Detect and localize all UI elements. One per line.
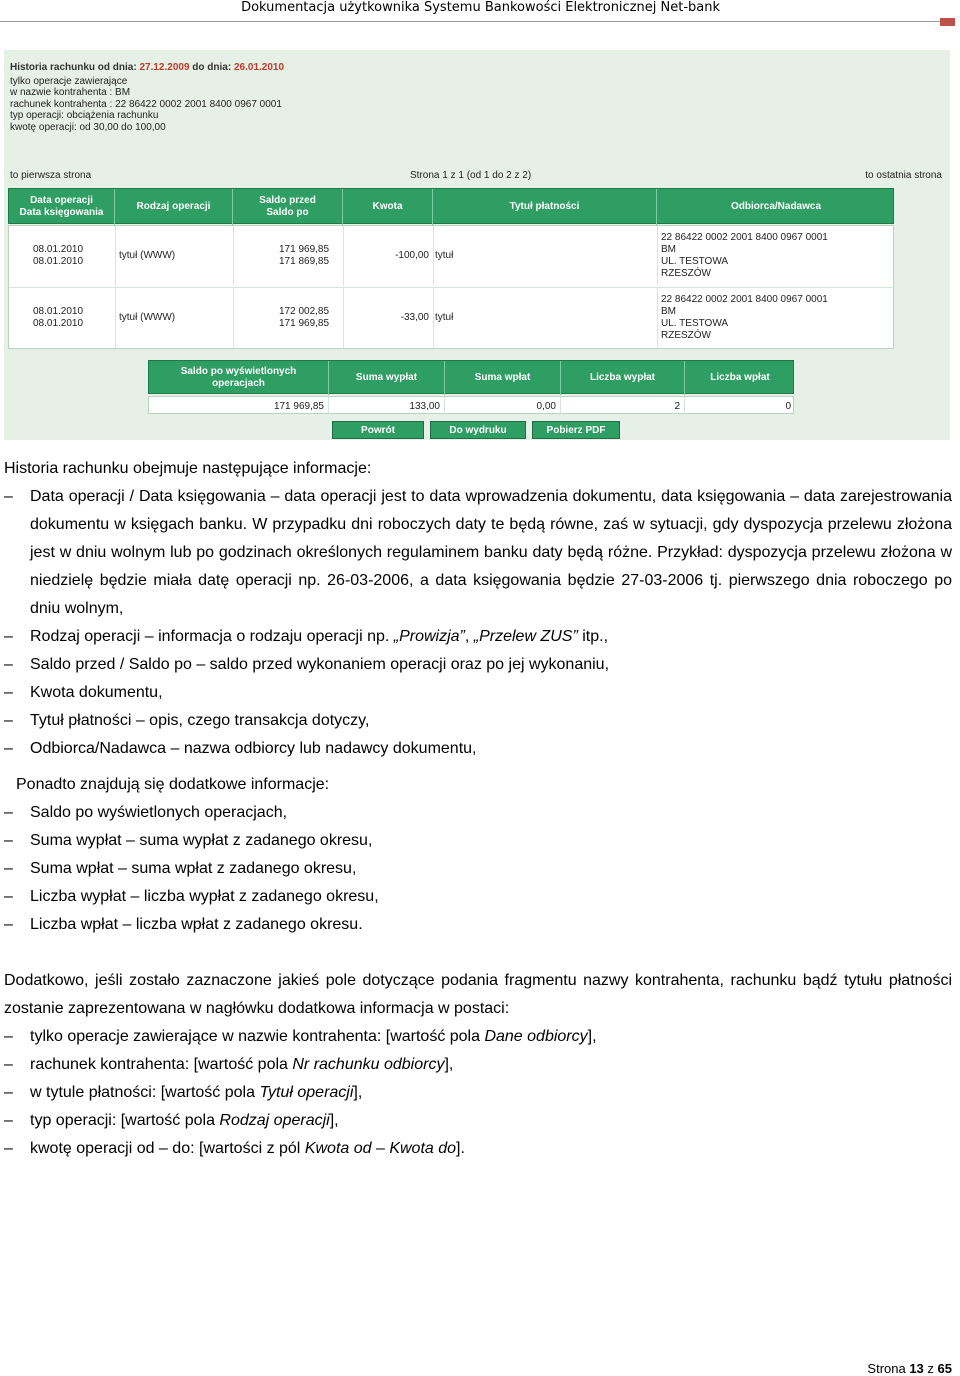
list-item-text: Saldo po wyświetlonych operacjach, bbox=[30, 804, 288, 821]
list-item-text: Liczba wpłat – liczba wpłat z zadanego okresu. bbox=[30, 916, 363, 933]
cell-party bbox=[661, 226, 828, 286]
col-party[interactable]: Odbiorca/Nadawca bbox=[730, 201, 822, 212]
sum-col-saldo: Saldo po wyświetlonych operacjach bbox=[149, 361, 329, 395]
list-item-text: Suma wypłat – suma wypłat z zadanego okresu, bbox=[30, 832, 373, 849]
operation-type: tytuł (WWW) bbox=[119, 312, 176, 323]
example-prowizja: „Prowizja” bbox=[393, 628, 465, 645]
page-info: Strona 1 z 1 (od 1 do 2 z 2) bbox=[410, 170, 532, 181]
field-name: Tytuł operacji bbox=[259, 1084, 354, 1101]
filter-line: rachunek kontrahenta : 22 86422 0002 2001 8400 0967 0001 bbox=[10, 98, 282, 110]
list-item-text: Tytuł płatności – opis, czego transakcja dotyczy, bbox=[30, 712, 370, 729]
table-row[interactable] bbox=[9, 288, 895, 348]
list-item-text: Odbiorca/Nadawca – nazwa odbiorcy lub nadawcy dokumentu, bbox=[30, 740, 477, 757]
list-item: – rachunek kontrahenta: [wartość pola Nr rachunku odbiorcy], bbox=[4, 1056, 454, 1073]
list-item-text: ], bbox=[587, 1028, 597, 1045]
cell-title bbox=[435, 226, 453, 286]
document-title: Dokumentacja użytkownika Systemu Bankowości Elektronicznej Net-bank bbox=[241, 0, 720, 15]
additional-paragraph: Dodatkowo, jeśli zostało zaznaczone jakieś pole dotyczące podania fragmentu nazwy kontrahenta, rachunku bądź tytułu płatności zostanie zaprezentowana w nagłówku dodatkowa informacja w postaci: bbox=[4, 972, 952, 1017]
list-item-text: , bbox=[464, 628, 474, 645]
footer-separator: z bbox=[923, 1361, 938, 1376]
list-item: – w tytule płatności: [wartość pola Tytuł operacji], bbox=[4, 1084, 363, 1101]
history-to: 26.01.2010 bbox=[233, 62, 285, 73]
history-range-label: Historia rachunku od dnia: bbox=[10, 62, 140, 73]
list-item-text: – bbox=[371, 1140, 390, 1157]
col-saldo[interactable]: Saldo przed Saldo po bbox=[233, 189, 343, 225]
col-type[interactable]: Rodzaj operacji bbox=[115, 189, 233, 225]
amount: -100,00 bbox=[395, 250, 429, 261]
page-header bbox=[0, 0, 960, 22]
list-item-text: itp., bbox=[577, 628, 609, 645]
list-item-text: ], bbox=[329, 1112, 339, 1129]
history-range bbox=[10, 62, 284, 74]
cell-title bbox=[435, 288, 453, 348]
col-date[interactable]: Data operacji Data księgowania bbox=[9, 189, 115, 225]
saldo-after: 171 869,85 bbox=[279, 256, 330, 267]
pdf-button[interactable]: Pobierz PDF bbox=[532, 421, 620, 439]
sum-withdrawal-count: 2 bbox=[561, 397, 685, 415]
cell-saldo bbox=[279, 288, 329, 348]
history-screenshot bbox=[4, 50, 950, 440]
example-przelew-zus: „Przelew ZUS” bbox=[473, 628, 578, 645]
list-item-text: ], bbox=[353, 1084, 363, 1101]
list-item-text: Rodzaj operacji – informacja o rodzaju operacji np. bbox=[30, 628, 394, 645]
field-name: Nr rachunku odbiorcy bbox=[292, 1056, 445, 1073]
payment-title: tytuł bbox=[435, 250, 454, 261]
sum-col-deposit-count: Liczba wpłat bbox=[710, 372, 770, 383]
cell-amount bbox=[343, 288, 429, 348]
list-item: – Saldo przed / Saldo po – saldo przed wykonaniem operacji oraz po jej wykonaniu, bbox=[4, 656, 610, 673]
cell-saldo bbox=[279, 226, 329, 286]
body-text bbox=[4, 455, 952, 1163]
list-item-text: rachunek kontrahenta: [wartość pola bbox=[30, 1056, 293, 1073]
field-name: Kwota do bbox=[389, 1140, 457, 1157]
list-item: – tylko operacje zawierające w nazwie kontrahenta: [wartość pola Dane odbiorcy], bbox=[4, 1028, 597, 1045]
cell-type bbox=[119, 226, 175, 286]
history-table-body bbox=[8, 225, 894, 349]
party-account: 22 86422 0002 2001 8400 0967 0001 bbox=[661, 232, 828, 243]
list-item: – Liczba wpłat – liczba wpłat z zadanego okresu. bbox=[4, 916, 363, 933]
list-item-text: Data operacji / Data księgowania – data operacji jest to data wprowadzenia dokumentu, data księgowania – data zarejestrowania dokumentu w księgach banku. W przypadku dni roboczych daty te będą równe, zaś w sytuacji, gdy dyspozycja przelewu złożona jest w dniu wolnym lub po godzinach określonych regulaminem banku daty będą różne. Przykład: dyspozycja przelewu złożona w niedzielę będzie miała datę operacji np. 26-03-2006, a data księgowania będzie 27-03-2006 tj. pierwszego dnia roboczego po dniu wolnym, bbox=[30, 488, 952, 617]
summary-header bbox=[148, 360, 794, 394]
party-account: 22 86422 0002 2001 8400 0967 0001 bbox=[661, 294, 828, 305]
summary-values bbox=[148, 396, 794, 414]
list-item: – Rodzaj operacji – informacja o rodzaju operacji np. „Prowizja”, „Przelew ZUS” itp., bbox=[4, 628, 609, 645]
back-button[interactable]: Powrót bbox=[332, 421, 424, 439]
list-item-text: Saldo przed / Saldo po – saldo przed wykonaniem operacji oraz po jej wykonaniu, bbox=[30, 656, 610, 673]
list-item: – Liczba wypłat – liczba wypłat z zadanego okresu, bbox=[4, 888, 379, 905]
extra-intro: Ponadto znajdują się dodatkowe informacje: bbox=[16, 776, 330, 793]
field-name: Dane odbiorcy bbox=[484, 1028, 588, 1045]
party-city: RZESZÓW bbox=[661, 330, 711, 341]
print-button[interactable]: Do wydruku bbox=[430, 421, 526, 439]
list-item-text: kwotę operacji od – do: [wartości z pól bbox=[30, 1140, 305, 1157]
sum-withdrawals: 133,00 bbox=[329, 397, 445, 415]
amount: -33,00 bbox=[400, 312, 429, 323]
intro-paragraph: Historia rachunku obejmuje następujące informacje: bbox=[4, 460, 372, 477]
page-total: 65 bbox=[937, 1361, 952, 1376]
filter-line: w nazwie kontrahenta : BM bbox=[10, 87, 131, 98]
list-item-text: w tytule płatności: [wartość pola bbox=[30, 1084, 260, 1101]
list-item: – Kwota dokumentu, bbox=[4, 684, 163, 701]
operation-date: 08.01.2010 bbox=[33, 306, 84, 317]
filter-line: typ operacji: obciążenia rachunku bbox=[10, 110, 159, 121]
sum-col-deposits: Suma wpłat bbox=[445, 361, 561, 395]
party-name: BM bbox=[661, 244, 676, 255]
cell-party bbox=[661, 288, 828, 348]
cell-amount bbox=[343, 226, 429, 286]
operation-date: 08.01.2010 bbox=[33, 244, 84, 255]
list-item: – Saldo po wyświetlonych operacjach, bbox=[4, 804, 288, 821]
header-accent bbox=[940, 18, 955, 26]
history-from: 27.12.2009 bbox=[139, 62, 190, 73]
history-filters bbox=[10, 62, 284, 133]
list-item-text: ], bbox=[444, 1056, 454, 1073]
history-mid-label: do dnia: bbox=[189, 62, 234, 73]
cell-type bbox=[119, 288, 175, 348]
list-item-text: Kwota dokumentu, bbox=[30, 684, 163, 701]
list-item: – kwotę operacji od – do: [wartości z pól Kwota od – Kwota do]. bbox=[4, 1140, 465, 1157]
sum-col-withdrawal-count: Liczba wypłat bbox=[561, 361, 685, 395]
party-street: UL. TESTOWA bbox=[661, 256, 729, 267]
saldo-before: 171 969,85 bbox=[279, 244, 330, 255]
operation-type: tytuł (WWW) bbox=[119, 250, 176, 261]
first-page-link[interactable]: to pierwsza strona bbox=[10, 170, 92, 181]
header-rule bbox=[0, 21, 955, 22]
list-item: – Suma wpłat – suma wpłat z zadanego okresu, bbox=[4, 860, 357, 877]
booking-date: 08.01.2010 bbox=[33, 318, 84, 329]
footer-prefix: Strona bbox=[867, 1361, 910, 1376]
list-item-text: typ operacji: [wartość pola bbox=[30, 1112, 220, 1129]
filter-line: tylko operacje zawierające bbox=[10, 75, 128, 87]
pagination-row bbox=[4, 170, 950, 184]
list-item: – typ operacji: [wartość pola Rodzaj operacji], bbox=[4, 1112, 339, 1129]
list-item-text: tylko operacje zawierające w nazwie kontrahenta: [wartość pola bbox=[30, 1028, 485, 1045]
party-street: UL. TESTOWA bbox=[661, 318, 729, 329]
filter-line: kwotę operacji: od 30,00 do 100,00 bbox=[10, 121, 166, 133]
list-item: – Data operacji / Data księgowania – data operacji jest to data wprowadzenia dokumentu, data księgowania – data zarejestrowania dokumentu w księgach banku. W przypadku dni roboczych daty te będą równe, zaś w sytuacji, gdy dyspozycja przelewu złożona jest w dniu wolnym lub po godzinach określonych regulaminem banku daty będą różne. Przykład: dyspozycja przelewu złożona w niedzielę będzie miała datę operacji np. 26-03-2006, a data księgowania będzie 27-03-2006 tj. pierwszego dnia roboczego po dniu wolnym, bbox=[4, 488, 952, 617]
last-page-link[interactable]: to ostatnia strona bbox=[865, 170, 942, 181]
sum-saldo: 171 969,85 bbox=[149, 397, 329, 415]
sum-col-withdrawals: Suma wypłat bbox=[329, 361, 445, 395]
list-item-text: Suma wpłat – suma wpłat z zadanego okresu, bbox=[30, 860, 357, 877]
payment-title: tytuł bbox=[435, 312, 454, 323]
field-name: Rodzaj operacji bbox=[219, 1112, 330, 1129]
saldo-before: 172 002,85 bbox=[279, 306, 330, 317]
list-item: – Odbiorca/Nadawca – nazwa odbiorcy lub nadawcy dokumentu, bbox=[4, 740, 477, 757]
col-title[interactable]: Tytuł płatności bbox=[433, 189, 657, 225]
list-item: – Suma wypłat – suma wypłat z zadanego okresu, bbox=[4, 832, 373, 849]
page-number: 13 bbox=[909, 1361, 924, 1376]
sum-deposits: 0,00 bbox=[445, 397, 561, 415]
list-item-text: Liczba wypłat – liczba wypłat z zadanego okresu, bbox=[30, 888, 379, 905]
cell-dates bbox=[33, 288, 83, 348]
booking-date: 08.01.2010 bbox=[33, 256, 84, 267]
party-city: RZESZÓW bbox=[661, 268, 711, 279]
table-row[interactable] bbox=[9, 226, 895, 286]
list-item: – Tytuł płatności – opis, czego transakcja dotyczy, bbox=[4, 712, 370, 729]
page-footer bbox=[867, 1361, 952, 1376]
history-table-header bbox=[8, 188, 894, 224]
list-item-text: ]. bbox=[456, 1140, 465, 1157]
saldo-after: 171 969,85 bbox=[279, 318, 330, 329]
sum-deposit-count: 0 bbox=[785, 400, 791, 412]
col-amount[interactable]: Kwota bbox=[343, 189, 433, 225]
field-name: Kwota od bbox=[304, 1140, 372, 1157]
party-name: BM bbox=[661, 306, 676, 317]
cell-dates bbox=[33, 226, 83, 286]
